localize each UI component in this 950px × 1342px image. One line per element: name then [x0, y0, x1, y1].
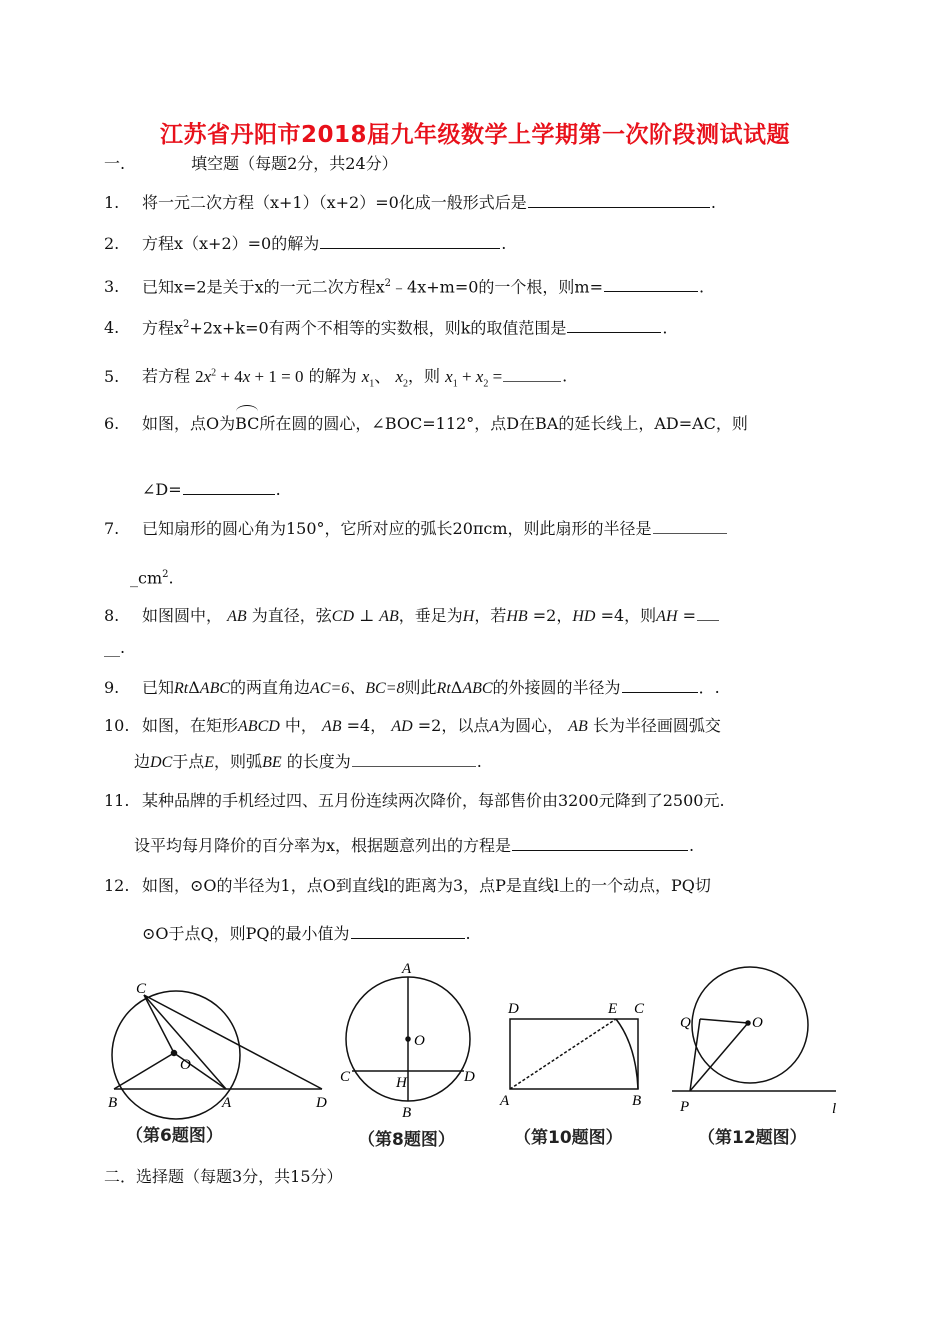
- answer-blank[interactable]: [653, 517, 727, 534]
- figure-10-caption: （第10题图）: [514, 1128, 623, 1148]
- svg-text:D: D: [316, 1095, 327, 1111]
- question-1: 1. 将一元二次方程（x+1）（x+2）=0化成一般形式后是 .: [104, 193, 716, 212]
- svg-text:D: D: [464, 1069, 475, 1085]
- svg-text:l: l: [832, 1101, 837, 1117]
- svg-text:B: B: [632, 1093, 642, 1109]
- question-8: 8. 如图圆中， AB 为直径，弦CD ⊥ AB，垂足为H，若HB =2，HD =4，则AH =: [104, 604, 720, 628]
- question-3: 3. 已知x=2是关于x的一元二次方程$x^2﹣4x+m=0$的一个根，则m= .: [104, 277, 705, 297]
- figure-6: [112, 991, 322, 1119]
- svg-text:C: C: [136, 981, 147, 997]
- figure-6-caption: （第6题图）: [126, 1126, 223, 1146]
- figure-12-caption: （第12题图）: [698, 1128, 807, 1148]
- svg-text:D: D: [508, 1001, 519, 1017]
- question-11: 11. 某种品牌的手机经过四、五月份连续两次降价，每部售价由3200元降到了2500元.: [104, 791, 725, 810]
- figure-10: [510, 1019, 638, 1089]
- answer-blank[interactable]: [567, 316, 661, 333]
- question-12: 12. 如图，⊙O的半径为1，点O到直线l的距离为3，点P是直线l上的一个动点，PQ切: [104, 876, 711, 895]
- svg-text:C: C: [634, 1001, 645, 1017]
- answer-blank[interactable]: [320, 232, 500, 249]
- figure-8: [346, 977, 470, 1101]
- question-10-cont: 边DC于点E，则弧BE 的长度为 .: [134, 752, 482, 771]
- arc-bc: BC: [235, 414, 260, 433]
- svg-text:O: O: [752, 1015, 763, 1031]
- question-2: 2. 方程x（x+2）=0的解为 .: [104, 234, 507, 253]
- question-8-cont: __.: [104, 638, 126, 657]
- section-2-heading: 二．选择题（每题3分，共15分）: [104, 1167, 343, 1186]
- svg-text:B: B: [402, 1105, 412, 1121]
- question-9: 9. 已知RtΔABC的两直角边AC=6、BC=8则此RtΔABC的外接圆的半径为 ．.: [104, 678, 720, 697]
- question-10: 10. 如图，在矩形ABCD 中， AB =4， AD =2，以点A为圆心， AB 长为半径画圆弧交: [104, 716, 721, 735]
- question-5: 5. 若方程 $2x^2 + 4x + 1 = 0$ 的解为 $x_1$、 $x_2$，则 $x_1 + x_2$ = .: [104, 366, 568, 390]
- svg-text:O: O: [414, 1033, 425, 1049]
- page-title: 江苏省丹阳市2018届九年级数学上学期第一次阶段测试试题: [159, 122, 790, 148]
- question-4: 4. 方程$x^2+2x+k=0$有两个不相等的实数根，则k的取值范围是 .: [104, 318, 668, 338]
- answer-blank[interactable]: [622, 676, 698, 693]
- svg-text:E: E: [608, 1001, 618, 1017]
- question-12-cont: ⊙O于点Q，则PQ的最小值为 .: [142, 924, 471, 943]
- question-7-unit: $\_cm^2$.: [130, 568, 174, 588]
- answer-blank[interactable]: [351, 922, 465, 939]
- question-7: 7. 已知扇形的圆心角为150°，它所对应的弧长20πcm，则此扇形的半径是: [104, 517, 728, 540]
- answer-blank[interactable]: [503, 365, 561, 382]
- svg-text:H: H: [396, 1075, 407, 1091]
- svg-text:A: A: [500, 1093, 510, 1109]
- section-1-heading: [104, 153, 398, 175]
- answer-blank[interactable]: [183, 478, 275, 495]
- section-number: 一.: [104, 154, 126, 173]
- answer-blank[interactable]: [697, 604, 719, 621]
- svg-text:P: P: [680, 1099, 690, 1115]
- answer-blank[interactable]: [352, 750, 476, 767]
- question-6-answer: ∠D= .: [142, 480, 281, 499]
- figures-strip: [96, 955, 856, 1155]
- answer-blank[interactable]: [528, 191, 710, 208]
- answer-blank[interactable]: [604, 275, 698, 292]
- section-label: 填空题（每题2分，共24分）: [191, 154, 398, 173]
- svg-text:B: B: [108, 1095, 118, 1111]
- svg-text:A: A: [402, 961, 412, 977]
- figure-8-caption: （第8题图）: [358, 1130, 455, 1150]
- question-6: 6. 如图，点O为BC所在圆的圆心，∠BOC=112°，点D在BA的延长线上，AD=AC，则: [104, 414, 748, 433]
- svg-text:A: A: [222, 1095, 232, 1111]
- question-11-cont: 设平均每月降价的百分率为x，根据题意列出的方程是 .: [134, 836, 695, 855]
- answer-blank[interactable]: [512, 834, 688, 851]
- svg-text:O: O: [180, 1057, 191, 1073]
- svg-text:Q: Q: [680, 1015, 691, 1031]
- svg-text:C: C: [340, 1069, 351, 1085]
